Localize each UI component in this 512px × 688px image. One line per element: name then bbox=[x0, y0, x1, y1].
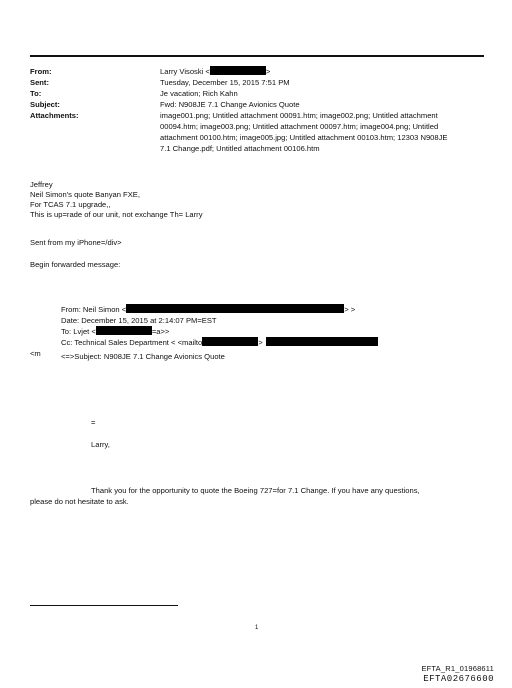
sent-row bbox=[30, 77, 490, 88]
subject-row bbox=[30, 99, 490, 110]
page-number: 1 bbox=[255, 625, 259, 631]
body-line: Neil Simon's quote Banyan FXE, bbox=[30, 190, 140, 199]
attachments-line: 7.1 Change.pdf; Untitled attachment 00106.htm bbox=[160, 144, 320, 153]
message-body bbox=[30, 180, 480, 220]
from-value bbox=[160, 66, 480, 77]
to-label: To: bbox=[30, 89, 42, 98]
attachments-label: Attachments: bbox=[30, 111, 79, 120]
from-label: From: bbox=[30, 67, 52, 76]
email-header bbox=[30, 66, 490, 154]
from-text: Larry Visoski < bbox=[160, 67, 210, 76]
from-row bbox=[30, 66, 490, 77]
to-value: Je vacation; Rich Kahn bbox=[160, 89, 238, 98]
forwarded-from-suffix: > > bbox=[344, 305, 356, 314]
to-row bbox=[30, 88, 490, 99]
begin-forwarded-line: Begin forwarded message: bbox=[30, 260, 121, 269]
attachments-line: 00094.htm; image003.png; Untitled attachment 00097.htm; image004.png; Untitled bbox=[160, 122, 439, 131]
redaction-box bbox=[126, 304, 344, 313]
footnote-rule bbox=[30, 605, 178, 606]
thanks-paragraph bbox=[30, 485, 470, 507]
subject-value: Fwd: N908JE 7.1 Change Avionics Quote bbox=[160, 100, 300, 109]
forwarded-to-suffix: =a>> bbox=[151, 327, 170, 336]
thanks-line bbox=[30, 485, 470, 496]
sent-label: Sent: bbox=[30, 78, 49, 87]
forwarded-from-text: From: Neil Simon < bbox=[61, 305, 127, 314]
redaction-box bbox=[210, 66, 266, 75]
forwarded-from bbox=[61, 304, 481, 315]
forwarded-date: Date: December 15, 2015 at 2:14:07 PM=EST bbox=[61, 316, 217, 325]
attachments-value bbox=[160, 110, 480, 154]
forwarded-subject: <=>Subject: N908JE 7.1 Change Avionics Quote bbox=[61, 352, 225, 361]
redaction-box bbox=[202, 337, 258, 346]
forwarded-cc bbox=[61, 337, 481, 348]
header-rule bbox=[30, 55, 484, 57]
equals-sign: = bbox=[91, 418, 96, 427]
redaction-box bbox=[96, 326, 152, 335]
thanks-line-1: Thank you for the opportunity to quote the Boeing 727=for 7.1 Change. If you have any questions, bbox=[91, 486, 420, 495]
attachments-line: image001.png; Untitled attachment 00091.htm; image002.png; Untitled attachment bbox=[160, 111, 438, 120]
thanks-line-2: please do not hesitate to ask. bbox=[30, 497, 129, 506]
body-line: This is up=rade of our unit, not exchange Th= Larry bbox=[30, 210, 203, 219]
redaction-box bbox=[266, 337, 378, 346]
forwarded-cc-suffix: > bbox=[258, 338, 263, 347]
forwarded-cc-text: Cc: Technical Sales Department < <mailto bbox=[61, 338, 203, 347]
from-suffix: > bbox=[265, 67, 271, 76]
bates-stamp-1: EFTA_R1_01968611 bbox=[421, 664, 494, 673]
bates-stamp-2: EFTA02676600 bbox=[423, 674, 494, 684]
body-line: Jeffrey bbox=[30, 180, 53, 189]
subject-label: Subject: bbox=[30, 100, 60, 109]
forwarded-to bbox=[61, 326, 481, 337]
stray-m-prefix: <m bbox=[30, 349, 41, 358]
sent-value: Tuesday, December 15, 2015 7:51 PM bbox=[160, 78, 290, 87]
body-line: For TCAS 7.1 upgrade,, bbox=[30, 200, 111, 209]
attachments-row bbox=[30, 110, 490, 154]
forwarded-to-text: To: Lvjet < bbox=[61, 327, 96, 336]
greeting: Larry, bbox=[91, 440, 110, 449]
sent-from-line: Sent from my iPhone=/div> bbox=[30, 238, 122, 247]
forwarded-header bbox=[61, 304, 481, 362]
attachments-line: attachment 00100.htm; image005.jpg; Untitled attachment 00103.htm; 12303 N908JE bbox=[160, 133, 448, 142]
